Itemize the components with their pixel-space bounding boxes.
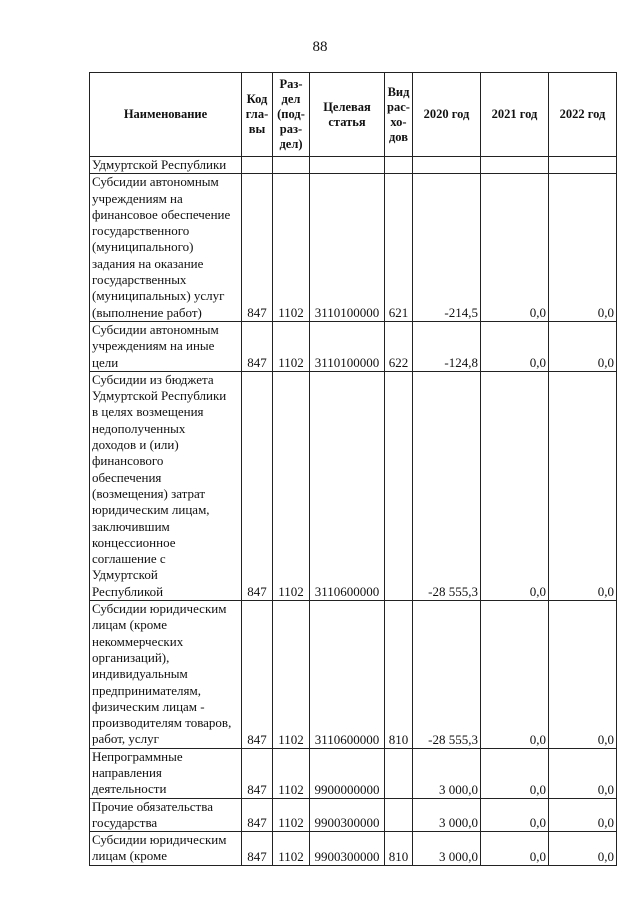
cell-name: Прочие обязательства государства [90,798,242,832]
cell-section: 1102 [273,601,310,749]
table-row [90,371,617,600]
cell-2020: -124,8 [413,321,481,371]
header-target: Целевая статья [310,73,385,157]
cell-2020: 3 000,0 [413,798,481,832]
cell-section: 1102 [273,371,310,600]
cell-name: Субсидии автономным учреждениям на финансовое обеспечение государственного (муниципального) задания на оказание государственных (муниципальных) услуг (выполнение работ) [90,174,242,322]
cell-code: 847 [242,174,273,322]
table-row [90,174,617,322]
cell-section [273,157,310,174]
cell-section: 1102 [273,832,310,866]
cell-section: 1102 [273,321,310,371]
header-name: Наименование [90,73,242,157]
cell-code: 847 [242,601,273,749]
header-2021: 2021 год [481,73,549,157]
cell-2022: 0,0 [549,798,617,832]
cell-target: 9900300000 [310,798,385,832]
cell-2021 [481,157,549,174]
cell-type: 622 [385,321,413,371]
cell-2021: 0,0 [481,798,549,832]
table-row [90,601,617,749]
cell-section: 1102 [273,174,310,322]
cell-code: 847 [242,748,273,798]
cell-2022: 0,0 [549,371,617,600]
header-row [90,73,617,157]
cell-code: 847 [242,371,273,600]
cell-code: 847 [242,798,273,832]
budget-table [89,72,617,866]
cell-target: 3110600000 [310,601,385,749]
cell-code: 847 [242,832,273,866]
table-row [90,321,617,371]
cell-target: 3110100000 [310,321,385,371]
cell-name: Субсидии юридическим лицам (кроме [90,832,242,866]
cell-2020: -28 555,3 [413,371,481,600]
cell-2022: 0,0 [549,748,617,798]
cell-type [385,371,413,600]
cell-target: 9900300000 [310,832,385,866]
cell-type: 810 [385,601,413,749]
cell-code: 847 [242,321,273,371]
cell-type: 621 [385,174,413,322]
cell-2022: 0,0 [549,832,617,866]
cell-2021: 0,0 [481,748,549,798]
header-code: Код гла- вы [242,73,273,157]
header-type: Вид рас- хо- дов [385,73,413,157]
cell-section: 1102 [273,748,310,798]
cell-name: Непрограммные направления деятельности [90,748,242,798]
table-row [90,798,617,832]
cell-2021: 0,0 [481,832,549,866]
table-row [90,832,617,866]
cell-2022 [549,157,617,174]
cell-2022: 0,0 [549,321,617,371]
cell-2021: 0,0 [481,321,549,371]
cell-target: 3110600000 [310,371,385,600]
page-number: 88 [312,39,328,55]
cell-name: Удмуртской Республики [90,157,242,174]
cell-name: Субсидии юридическим лицам (кроме некоммерческих организаций), индивидуальным предпринимателям, физическим лицам - производителям товаров, работ, услуг [90,601,242,749]
cell-2022: 0,0 [549,174,617,322]
cell-type [385,748,413,798]
cell-name: Субсидии из бюджета Удмуртской Республики в целях возмещения недополученных доходов и (или) финансового обеспечения (возмещения) затрат юридическим лицам, заключившим концессионное соглашение с Удмуртской Республикой [90,371,242,600]
cell-2021: 0,0 [481,371,549,600]
cell-code [242,157,273,174]
cell-2022: 0,0 [549,601,617,749]
cell-2020 [413,157,481,174]
cell-2020: -28 555,3 [413,601,481,749]
cell-type [385,798,413,832]
cell-name: Субсидии автономным учреждениям на иные цели [90,321,242,371]
cell-type [385,157,413,174]
cell-section: 1102 [273,798,310,832]
cell-type: 810 [385,832,413,866]
header-section: Раз- дел (под- раз- дел) [273,73,310,157]
header-2020: 2020 год [413,73,481,157]
cell-target: 3110100000 [310,174,385,322]
table-row [90,748,617,798]
header-2022: 2022 год [549,73,617,157]
cell-2021: 0,0 [481,174,549,322]
cell-2020: 3 000,0 [413,748,481,798]
cell-2020: -214,5 [413,174,481,322]
cell-2021: 0,0 [481,601,549,749]
cell-target [310,157,385,174]
cell-target: 9900000000 [310,748,385,798]
cell-2020: 3 000,0 [413,832,481,866]
table-row [90,157,617,174]
